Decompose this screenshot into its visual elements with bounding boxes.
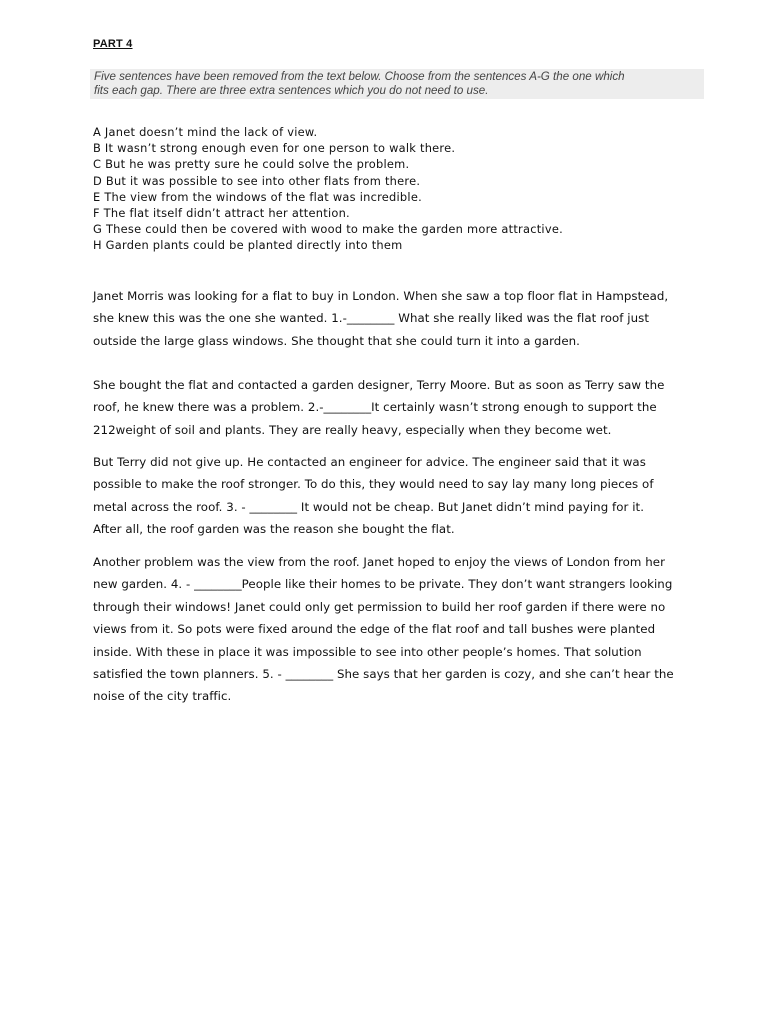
option-h: H Garden plants could be planted directly into them [93, 238, 403, 253]
instructions-line: fits each gap. There are three extra sentences which you do not need to use. [94, 84, 489, 97]
passage-line: metal across the roof. 3. - ________ It would not be cheap. But Janet didn’t mind paying for it. [93, 499, 645, 514]
passage-line: satisfied the town planners. 5. - ________ She says that her garden is cozy, and she can’t hear the [93, 667, 674, 682]
passage-paragraph-1 [93, 285, 703, 352]
passage-line: outside the large glass windows. She thought that she could turn it into a garden. [93, 333, 580, 348]
option-c: C But he was pretty sure he could solve the problem. [93, 157, 410, 172]
passage-line: 212weight of soil and plants. They are really heavy, especially when they become wet. [93, 422, 612, 437]
instructions-line: Five sentences have been removed from the text below. Choose from the sentences A-G the one which [94, 70, 625, 83]
option-f: F The flat itself didn’t attract her attention. [93, 206, 350, 221]
passage-line: After all, the roof garden was the reason she bought the flat. [93, 522, 455, 537]
passage-line: noise of the city traffic. [93, 689, 232, 704]
option-b: B It wasn’t strong enough even for one person to walk there. [93, 141, 456, 156]
passage-paragraph-4 [93, 551, 703, 708]
passage-line: views from it. So pots were fixed around the edge of the flat roof and tall bushes were planted [93, 622, 656, 637]
passage-paragraph-3 [93, 451, 703, 541]
passage-line: roof, he knew there was a problem. 2.-________It certainly wasn’t strong enough to support the [93, 400, 657, 415]
passage-line: possible to make the roof stronger. To do this, they would need to say lay many long pieces of [93, 477, 654, 492]
instructions-box [90, 69, 704, 99]
sentence-options-list [93, 124, 713, 254]
passage-line: she knew this was the one she wanted. 1.-________ What she really liked was the flat roof just [93, 311, 650, 326]
option-a: A Janet doesn’t mind the lack of view. [93, 125, 318, 139]
passage-paragraph-2 [93, 374, 703, 441]
part-title: PART 4 [93, 38, 133, 50]
passage-line: through their windows! Janet could only get permission to build her roof garden if there were no [93, 599, 666, 614]
passage-line: Another problem was the view from the roof. Janet hoped to enjoy the views of London from her [93, 555, 665, 569]
option-e: E The view from the windows of the flat was incredible. [93, 189, 422, 204]
passage-line: inside. With these in place it was impossible to see into other people’s homes. That solution [93, 644, 642, 659]
passage-line: She bought the flat and contacted a garden designer, Terry Moore. But as soon as Terry saw the [93, 378, 665, 392]
option-g: G These could then be covered with wood to make the garden more attractive. [93, 222, 563, 237]
passage-line: new garden. 4. - ________People like their homes to be private. They don’t want strangers looking [93, 577, 673, 592]
passage-line: Janet Morris was looking for a flat to buy in London. When she saw a top floor flat in Hampstead, [93, 289, 669, 303]
passage-line: But Terry did not give up. He contacted an engineer for advice. The engineer said that it was [93, 455, 646, 469]
option-d: D But it was possible to see into other flats from there. [93, 173, 421, 188]
